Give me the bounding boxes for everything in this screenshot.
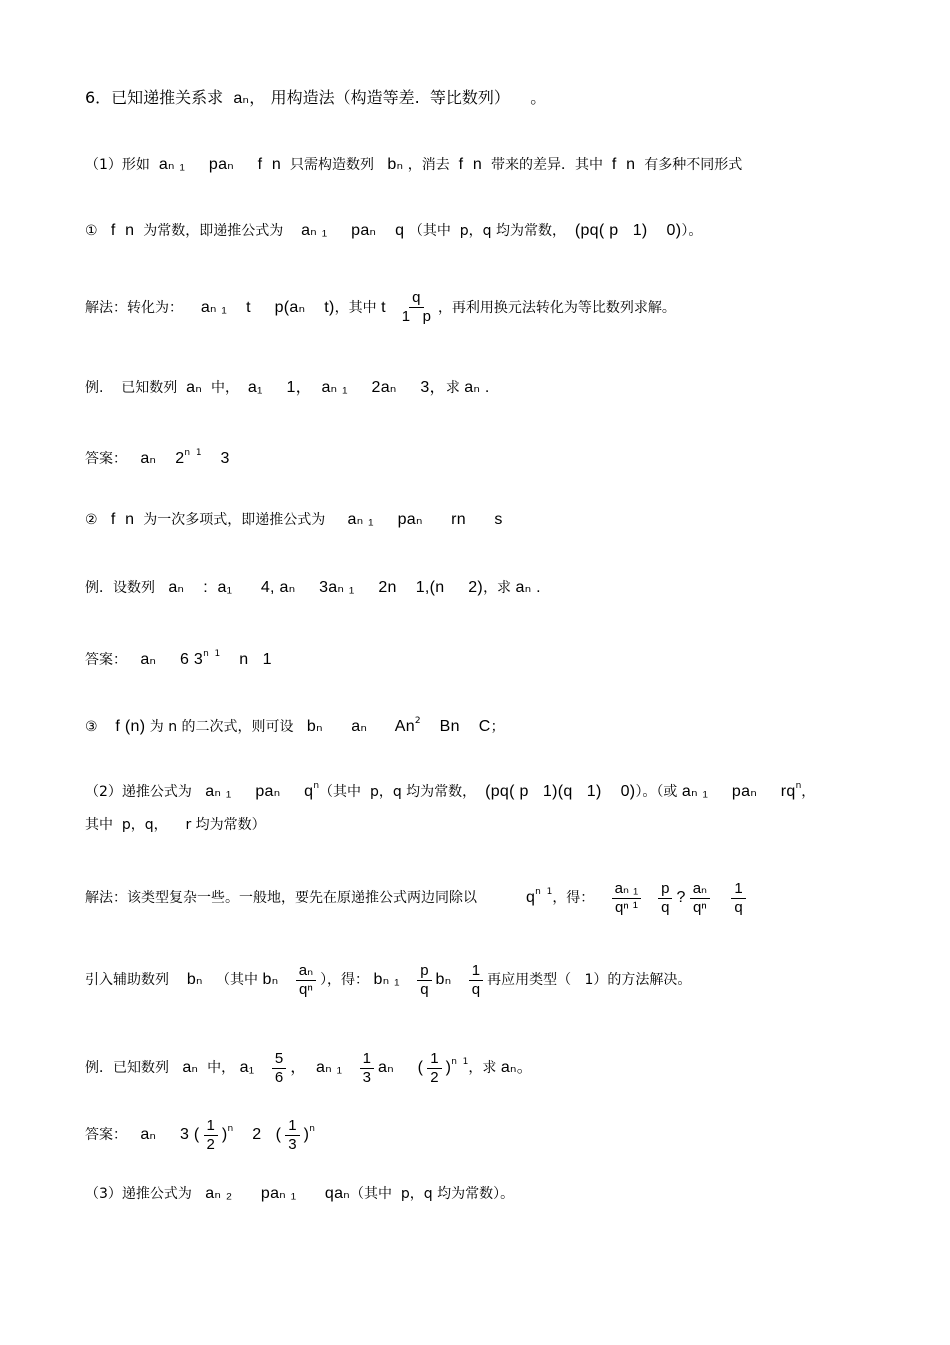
sub-case-2: ② f n 为一次多项式，即递推公式为 aₙ ₁ paₙ rn s: [85, 511, 503, 528]
fraction: $\frac{\text{aₙ}}{\text{qⁿ}}$: [690, 880, 710, 917]
case-3-heading: （3）递推公式为 aₙ ₂ paₙ ₁ qaₙ（其中 p，q 均为常数）。: [85, 1185, 515, 1202]
example-2: 例．设数列 aₙ : a₁ 4, aₙ 3aₙ ₁ 2n 1,(n 2)，求 aₙ .: [85, 579, 541, 596]
case-1-heading: （1）形如 aₙ ₁ paₙ f n 只需构造数列 bₙ ，消去 f n 带来的差异．其中 f n 有多种不同形式: [85, 156, 743, 173]
fraction: $\frac{q}{1 p}$: [401, 289, 431, 325]
sub-case-3: ③ f (n) 为 n 的二次式，则可设 bₙ aₙ An$^2$ Bn C；: [85, 716, 505, 735]
fraction: $\frac{\text{aₙ}}{\text{qⁿ}}$: [296, 962, 316, 999]
auxiliary-sequence: 引入辅助数列 bₙ （其中 bₙ $\frac{\text{aₙ}}{\text{qⁿ}}$ ），得： bₙ ₁ $\frac{p}{q}$ bₙ $\frac{1}{q}$ 再应用类型（ 1）的方法解决。: [85, 961, 692, 998]
fraction: $\frac{1}{q}$: [731, 880, 745, 917]
fraction: $\frac{1}{q}$: [469, 962, 483, 999]
fraction: $\frac{5}{6}$: [272, 1050, 286, 1087]
fraction: $\frac{1}{3}$: [285, 1117, 299, 1154]
fraction: $\frac{p}{q}$: [417, 962, 431, 999]
example-1: 例. 已知数列 aₙ 中， a₁ 1， aₙ ₁ 2aₙ 3，求 aₙ .: [85, 379, 490, 396]
fraction: $\frac{p}{q}$: [658, 880, 672, 917]
sub-case-1: ① f n 为常数，即递推公式为 aₙ ₁ paₙ q （其中 p，q 均为常数， (pq( p 1) 0)）。: [85, 222, 703, 239]
answer-2: 答案： aₙ 6 $3^{n 1}$ n 1: [85, 649, 272, 668]
solution-2: 解法：该类型复杂一些。一般地，要先在原递推公式两边同除以 $q^{n 1}$，得： $\frac{\text{aₙ ₁}}{\text{qⁿ ¹}}$ $\frac{p}{q}$ ? $\frac{\text{aₙ}}{\text{qⁿ}}$ $\frac{1}{q}$: [85, 870, 750, 920]
fraction: $\frac{1}{2}$: [427, 1050, 441, 1087]
solution-1: 解法：转化为： aₙ ₁ t p(aₙ t)，其中 t $\frac{q}{1 p}$ ，再利用换元法转化为等比数列求解。: [85, 289, 676, 325]
answer-1: 答案： aₙ $2^{n 1}$ 3: [85, 448, 230, 467]
fraction: $\frac{1}{2}$: [204, 1117, 218, 1154]
case-2-continuation: 其中 p，q， r 均为常数）: [85, 817, 266, 833]
fraction: $\frac{\text{aₙ ₁}}{\text{qⁿ ¹}}$: [612, 880, 642, 917]
fraction: $\frac{1}{3}$: [360, 1050, 374, 1087]
case-2-heading: （2）递推公式为 aₙ ₁ paₙ $q^n$（其中 p，q 均为常数， (pq( p 1)(q 1) 0)）。（或 aₙ ₁ paₙ $rq^n$，: [85, 781, 816, 800]
section-title: 6．已知递推关系求 aₙ， 用构造法（构造等差. 等比数列） 。: [85, 88, 547, 107]
answer-3: 答案： aₙ 3 ( $\frac{1}{2}$ )$^n$ 2 ( $\frac{1}{3}$ )$^n$: [85, 1116, 315, 1153]
example-3: 例．已知数列 aₙ 中， a₁ $\frac{5}{6}$ ， aₙ ₁ $\frac{1}{3}$ aₙ ( $\frac{1}{2}$ )$^{n 1}$，求 aₙ。: [85, 1049, 534, 1086]
